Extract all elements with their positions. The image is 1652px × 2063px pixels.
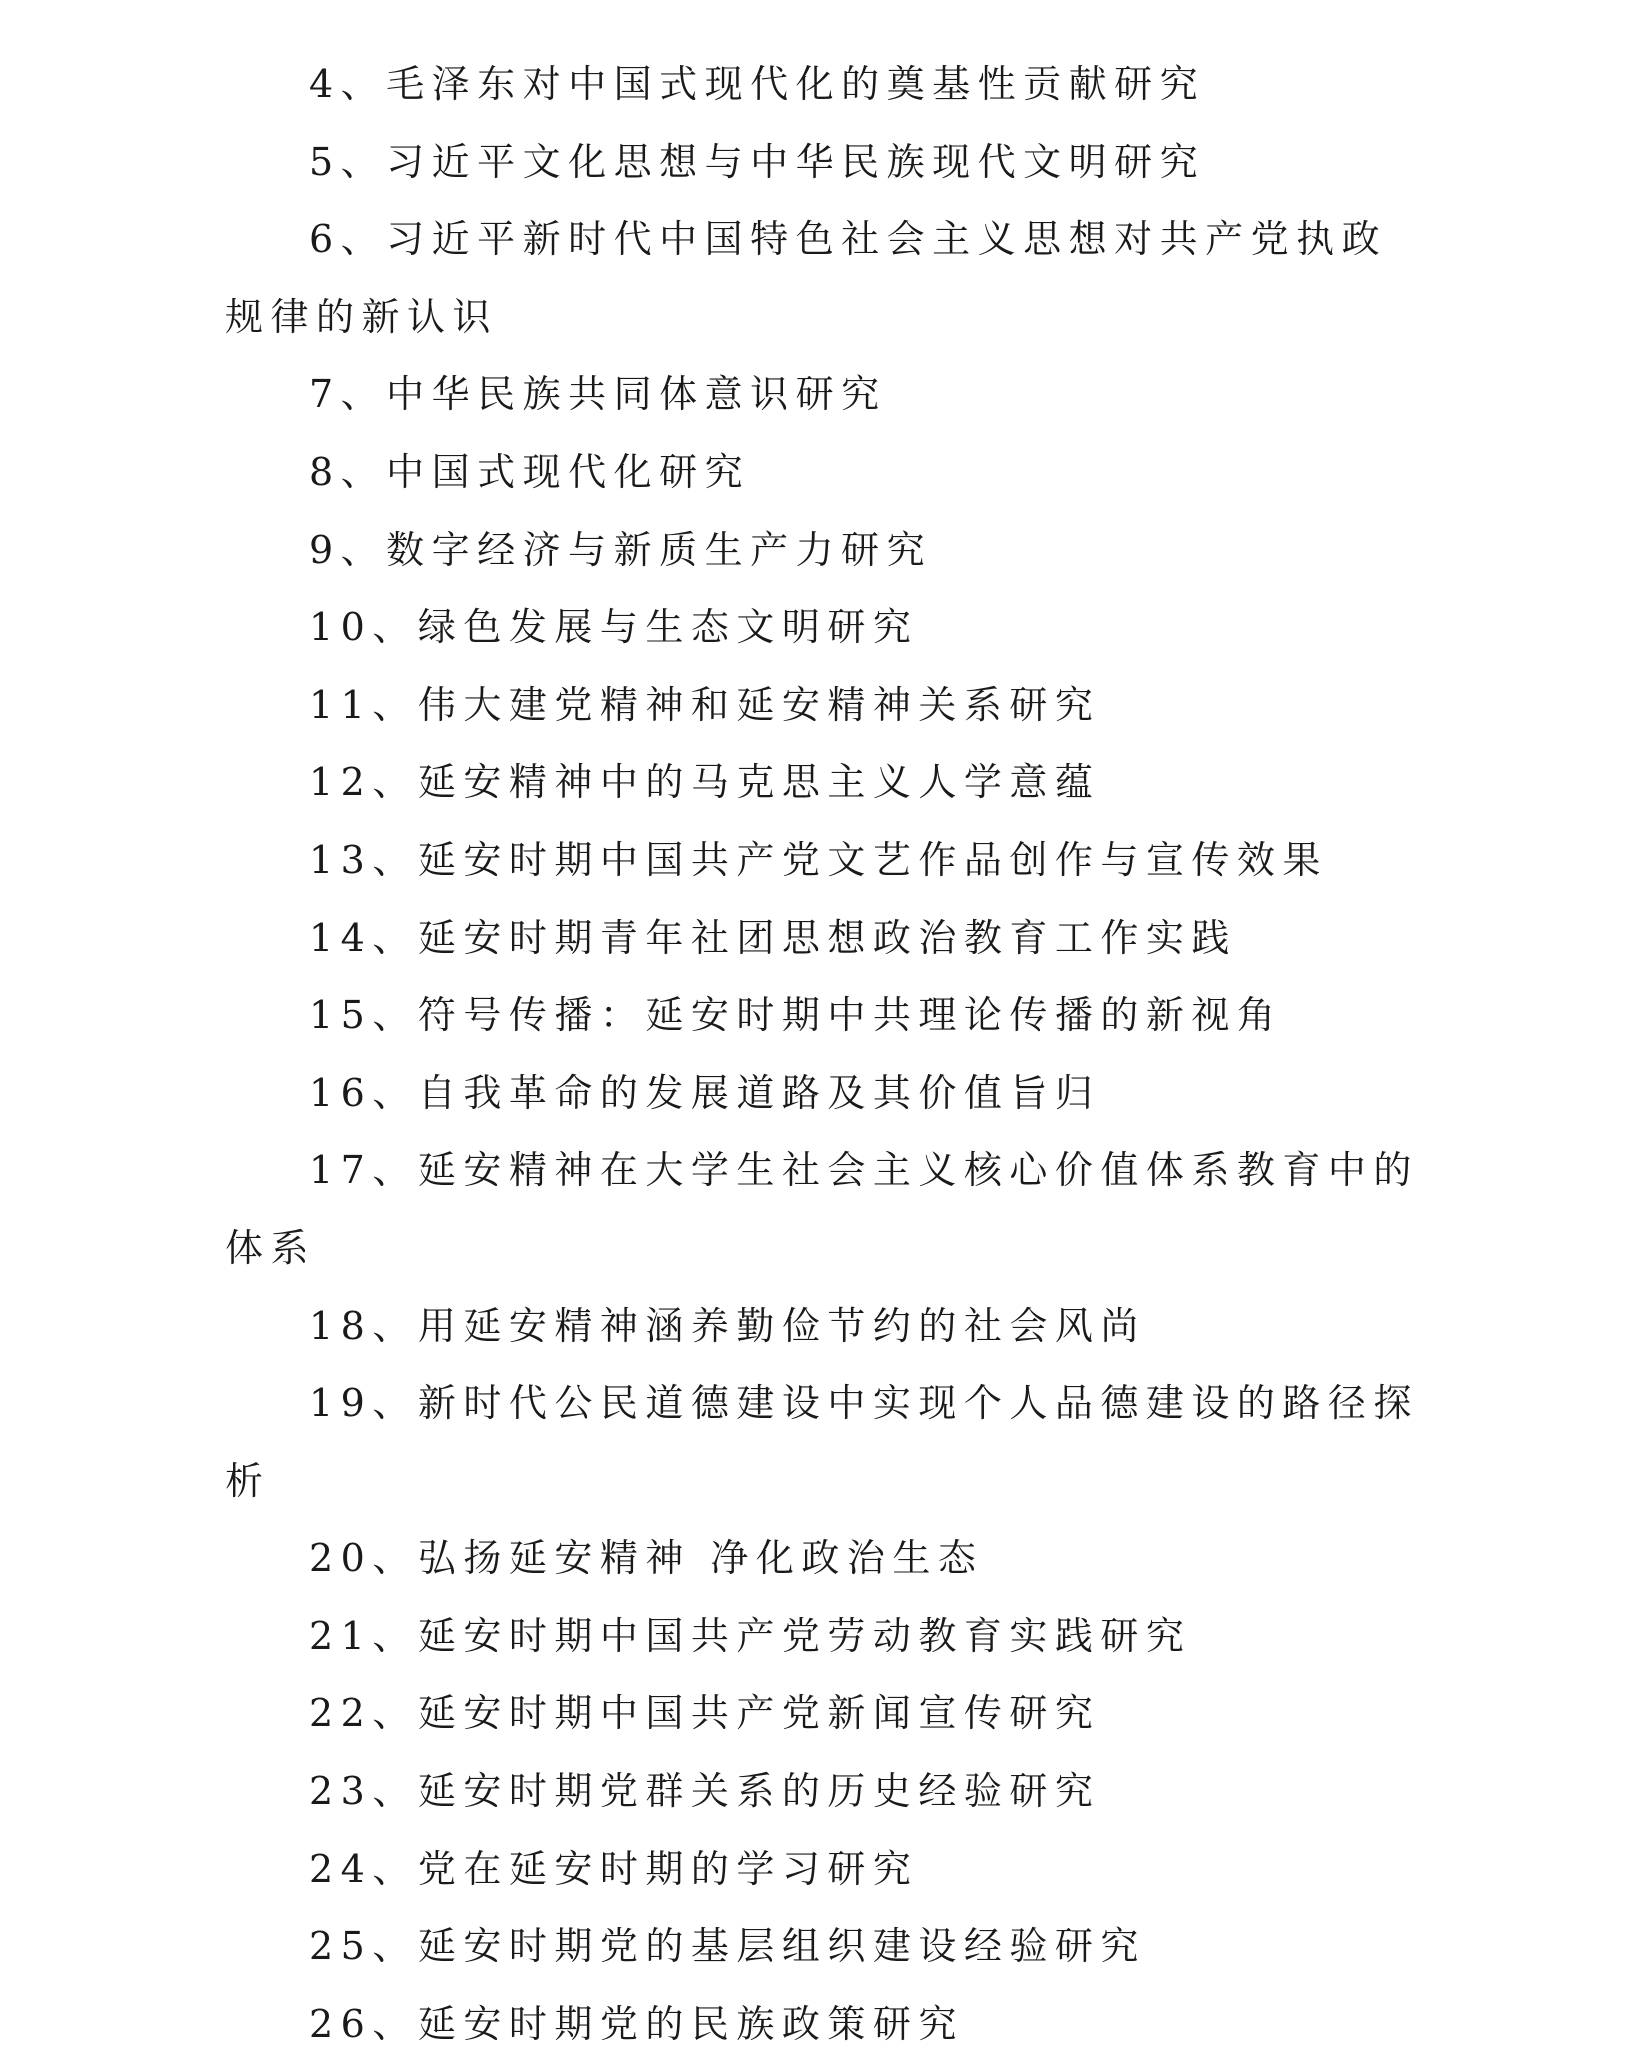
topic-item: 19、新时代公民道德建设中实现个人品德建设的路径探析	[225, 1381, 1419, 1503]
topic-item: 12、延安精神中的马克思主义人学意蕴	[309, 760, 1101, 805]
topic-item: 10、绿色发展与生态文明研究	[309, 605, 919, 650]
topic-item: 7、中华民族共同体意识研究	[309, 372, 887, 417]
topic-item: 24、党在延安时期的学习研究	[309, 1846, 919, 1891]
topic-item: 9、数字经济与新质生产力研究	[309, 527, 933, 572]
topic-item: 8、中国式现代化研究	[309, 449, 751, 494]
topic-item: 17、延安精神在大学生社会主义核心价值体系教育中的体系	[225, 1148, 1419, 1270]
topic-item: 26、延安时期党的民族政策研究	[309, 2001, 964, 2046]
topic-item: 5、习近平文化思想与中华民族现代文明研究	[309, 139, 1206, 184]
topic-item: 11、伟大建党精神和延安精神关系研究	[309, 682, 1101, 727]
topic-list	[225, 46, 1425, 2063]
topic-item: 25、延安时期党的基层组织建设经验研究	[309, 1924, 1146, 1969]
topic-item: 6、习近平新时代中国特色社会主义思想对共产党执政规律的新认识	[225, 217, 1388, 339]
topic-item: 21、延安时期中国共产党劳动教育实践研究	[309, 1613, 1192, 1658]
topic-item: 13、延安时期中国共产党文艺作品创作与宣传效果	[309, 837, 1328, 882]
topic-item: 22、延安时期中国共产党新闻宣传研究	[309, 1691, 1101, 1736]
topic-item: 20、弘扬延安精神 净化政治生态	[309, 1536, 984, 1581]
topic-item: 23、延安时期党群关系的历史经验研究	[309, 1769, 1101, 1814]
topic-item: 15、符号传播：延安时期中共理论传播的新视角	[309, 993, 1283, 1038]
topic-item: 16、自我革命的发展道路及其价值旨归	[309, 1070, 1101, 1115]
topic-item: 4、毛泽东对中国式现代化的奠基性贡献研究	[309, 62, 1206, 106]
topic-item: 18、用延安精神涵养勤俭节约的社会风尚	[309, 1303, 1146, 1348]
topic-item: 14、延安时期青年社团思想政治教育工作实践	[309, 915, 1237, 960]
